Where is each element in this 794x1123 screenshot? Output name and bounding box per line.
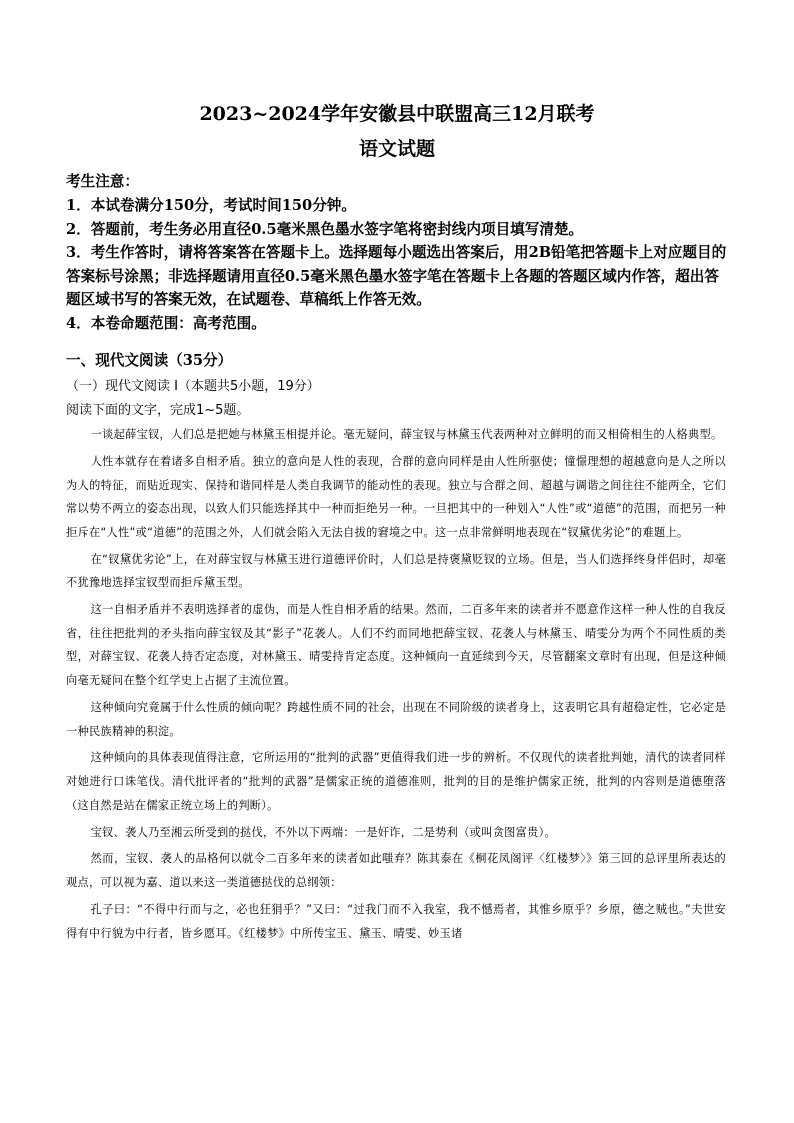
reading-instruction: 阅读下面的文字，完成1~5题。 <box>66 403 250 418</box>
notice-item: 3．考生作答时，请将答案答在答题卡上。选择题每小题选出答案后，用2B铅笔把答题卡上对应题目的答案标号涂黑；非选择题请用直径0.5毫米黑色墨水签字笔在答题卡上各题的答题区域内作答，超出答题区域书写的答案无效，在试题卷、草稿纸上作答无效。 <box>66 244 727 309</box>
notice-item: 4．本卷命题范围：高考范围。 <box>66 314 266 332</box>
passage-paragraph: 在“钗黛优劣论”上，在对薛宝钗与林黛玉进行道德评价时，人们总是持褒黛贬钗的立场。但是，当人们选择终身伴侣时，却毫不犹豫地选择宝钗型而拒斥黛玉型。 <box>66 552 726 590</box>
passage-paragraph: 一谈起薛宝钗，人们总是把她与林黛玉相提并论。毫无疑问，薛宝钗与林黛玉代表两种对立鲜明的而又相倚相生的人格典型。 <box>90 428 723 441</box>
passage-paragraph: 人性本就存在着诸多自相矛盾。独立的意向是人性的表现，合群的意向同样是由人性所驱使；憧憬理想的超越意向是人之所以为人的特征，而贴近现实、保持和谐同样是人类自我调节的能动性的表现。独立与合群之间、超越与调谐之间往往不能两全，它们常以势不两立的姿态出现，以致人们只能选择其中一种而拒绝另一种。一旦把其中的一种划入“人性”或“道德”的范围，而把另一种拒斥在“人性”或“道德”的范围之外，人们就会陷入无法自拔的窘境之中。这一点非常鲜明地表现在“钗黛优劣论”的难题上。 <box>66 454 726 539</box>
exam-subtitle: 语文试题 <box>358 138 435 160</box>
notice-item: 1．本试卷满分150分，考试时间150分钟。 <box>66 197 356 214</box>
passage-paragraph: 宝钗、袭人乃至湘云所受到的挞伐，不外以下两端：一是奸诈，二是势利（或叫贪图富贵）。 <box>90 825 557 839</box>
passage-paragraph: 然而，宝钗、袭人的品格何以就令二百多年来的读者如此嗤弃？陈其泰在《桐花凤阁评〈红楼梦〉》第三回的总评里所表达的观点，可以视为嘉、道以来这一类道德挞伐的总纲领： <box>66 852 726 890</box>
exam-title: 2023~2024学年安徽县中联盟高三12月联考 <box>199 103 595 125</box>
notice-heading: 考生注意： <box>66 173 139 190</box>
reading-passage <box>66 423 726 948</box>
passage-paragraph: 这种倾向究竟属于什么性质的倾向呢？跨越性质不同的社会，出现在不同阶级的读者身上，这表明它具有超稳定性，它必定是一种民族精神的积淀。 <box>66 700 726 738</box>
section-subheading: （一）现代文阅读 I（本题共5小题，19分） <box>66 379 320 394</box>
section-heading: 一、现代文阅读（35分） <box>66 352 233 369</box>
passage-paragraph: 这一自相矛盾并不表明选择者的虚伪，而是人性自相矛盾的结果。然而，二百多年来的读者并不愿意作这样一种人性的自我反省，往往把批判的矛头指向薛宝钗及其“影子”花袭人。人们不约而同地把薛宝钗、花袭人与林黛玉、晴雯分为两个不同性质的类型，对薛宝钗、花袭人持否定态度，对林黛玉、晴雯持肯定态度。这种倾向一直延续到今天，尽管翻案文章时有出现，但是这种倾向毫无疑问在整个红学史上占据了主流位置。 <box>66 603 726 688</box>
passage-paragraph: 这种倾向的具体表现值得注意，它所运用的“批判的武器”更值得我们进一步的辨析。不仅现代的读者批判她，清代的读者同样对她进行口诛笔伐。清代批评者的“批判的武器”是儒家正统的道德准则，批判的目的是维护儒家正统，批判的内容则是道德堕落（这自然是站在儒家正统立场上的判断）。 <box>66 751 726 812</box>
notice-list <box>66 194 731 336</box>
passage-paragraph: 孔子曰：“不得中行而与之，必也狂狷乎？”又曰：“过我门而不入我室，我不憾焉者，其惟乡原乎？乡原，德之贼也。”夫世安得有中行貌为中行者，皆乡愿耳。《红楼梦》中所传宝玉、黛玉、晴雯、妙玉诸 <box>66 902 726 940</box>
notice-item: 2．答题前，考生务必用直径0.5毫米黑色墨水签字笔将密封线内项目填写清楚。 <box>66 220 584 238</box>
